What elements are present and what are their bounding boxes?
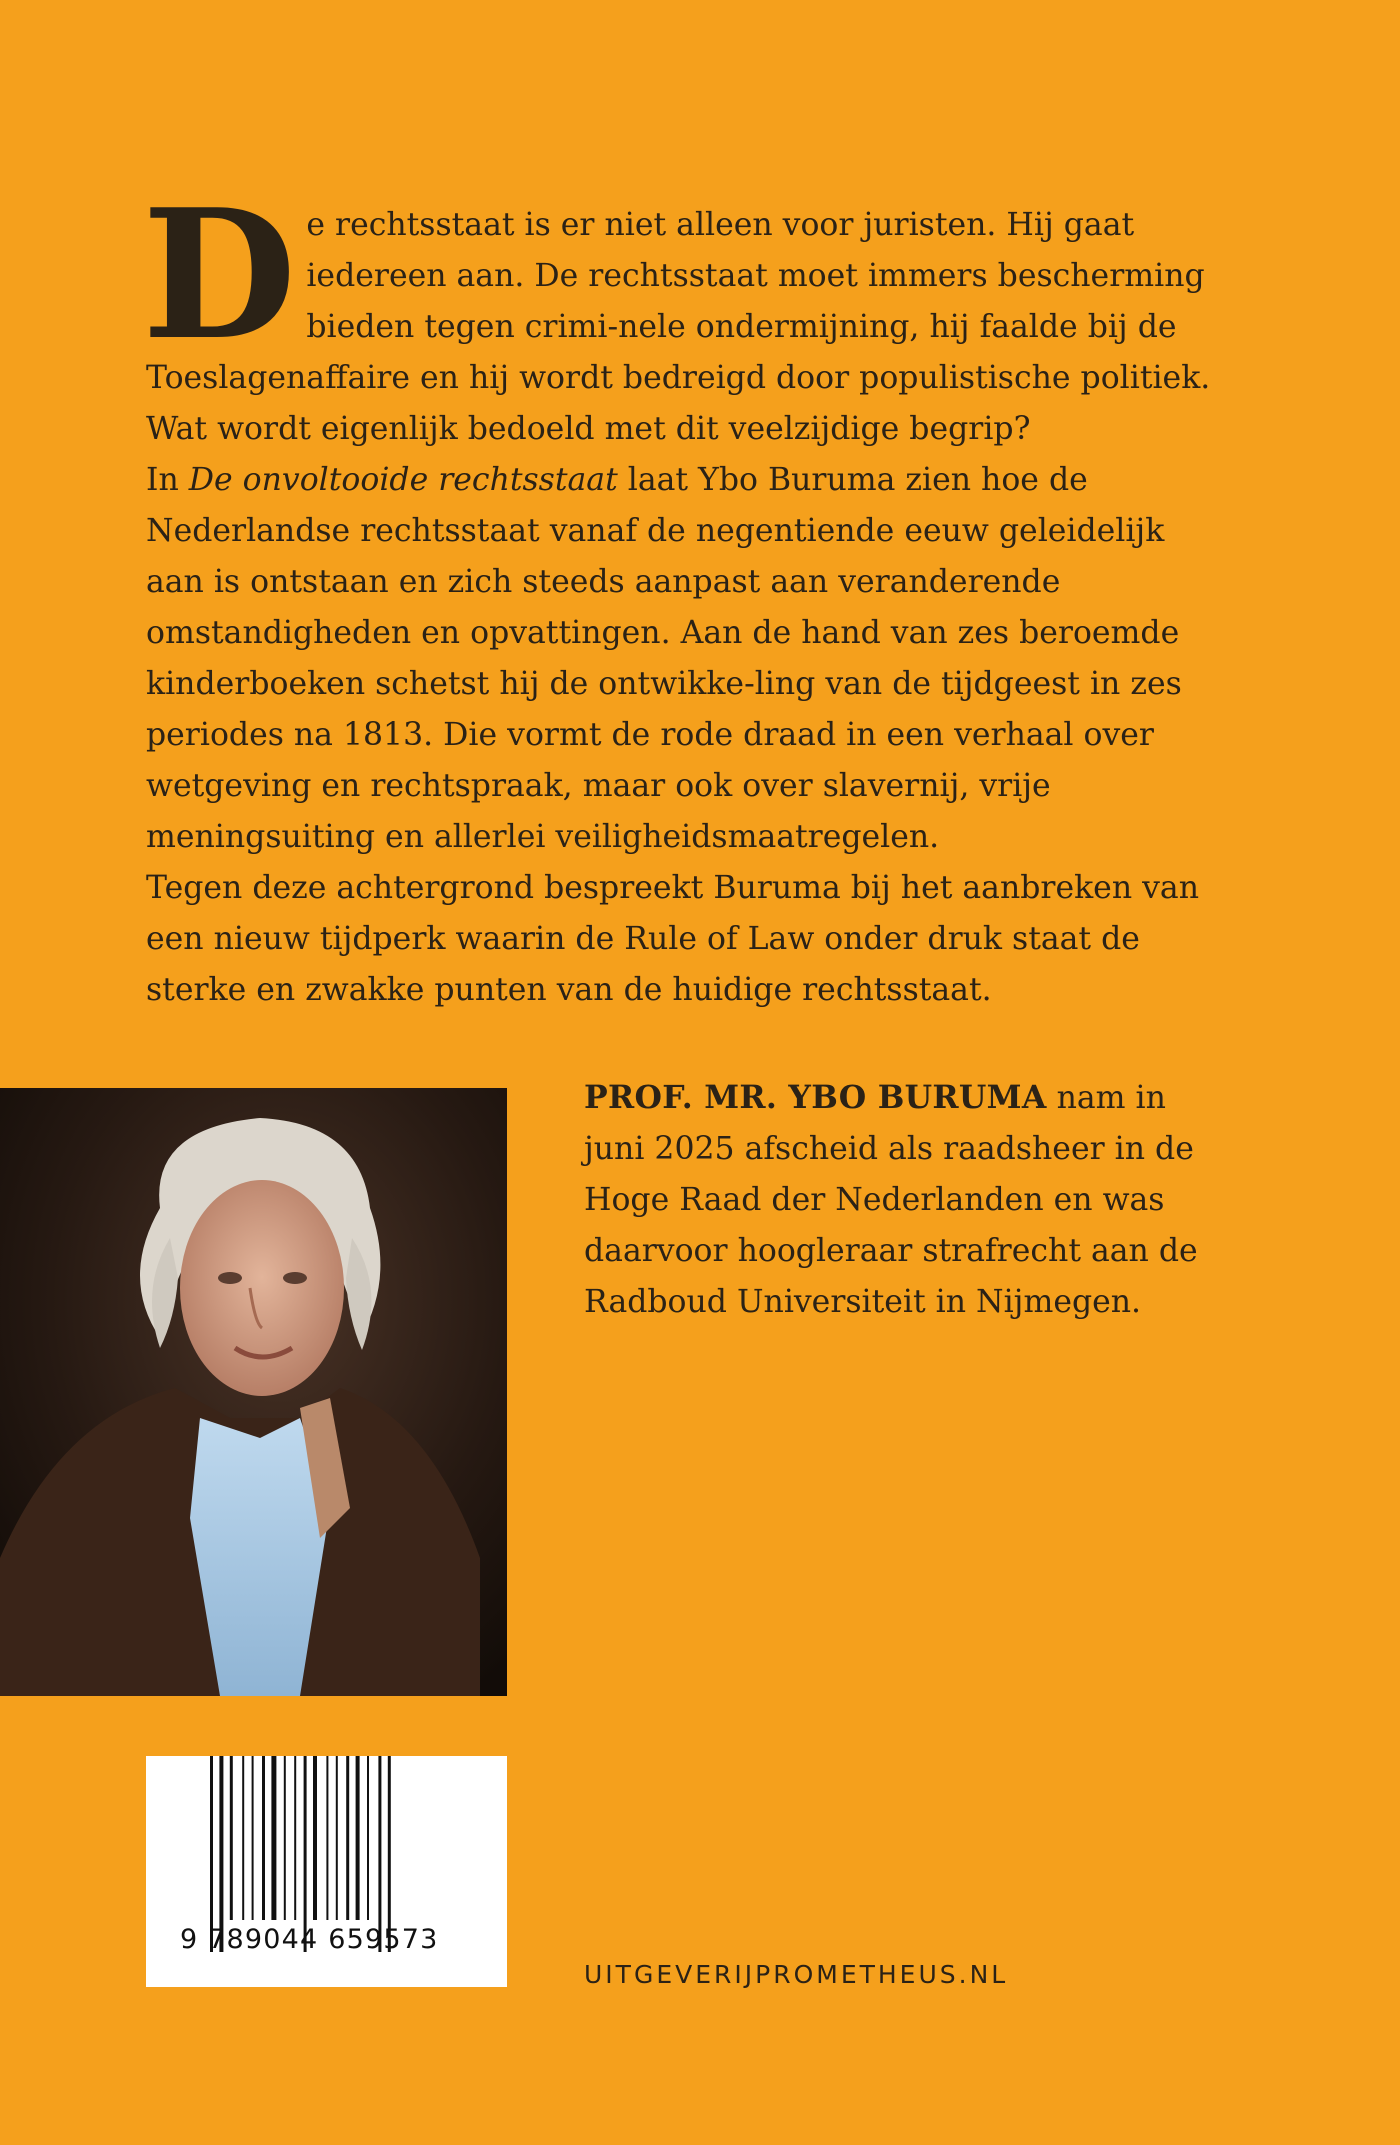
author-bio: [584, 1072, 1224, 1328]
barcode-bar: [346, 1756, 349, 1920]
blurb-paragraph-3: Tegen deze achtergrond bespreekt Buruma bij het aanbreken van een nieuw tijdperk waarin de Rule of Law onder druk staat de sterke en zwakke punten van de huidige rechtsstaat.: [146, 870, 1199, 1008]
blurb-paragraph-1-text: e rechtsstaat is er niet alleen voor juristen. Hij gaat iedereen aan. De rechtsstaat moet immers bescherming bieden tegen crimi-nele ondermijning, hij faalde bij de Toeslagenaffaire en hij wordt bedreigd door populistische politiek. Wat wordt eigenlijk bedoeld met dit veelzijdige begrip?: [146, 207, 1211, 447]
blurb-paragraph-1: [142, 170, 1226, 455]
drop-cap: D: [142, 170, 297, 379]
book-title: De onvoltooide rechtsstaat: [188, 462, 618, 498]
author-name: PROF. MR. YBO BURUMA: [584, 1079, 1047, 1116]
barcode-bar: [336, 1756, 338, 1920]
barcode-bar: [210, 1756, 213, 1952]
barcode-bar: [252, 1756, 254, 1920]
barcode-bar: [356, 1756, 360, 1920]
barcode-bar: [313, 1756, 317, 1920]
publisher-website: UITGEVERIJPROMETHEUS.NL: [584, 1960, 1009, 1989]
back-cover-blurb: [142, 170, 1226, 1016]
barcode-bar: [262, 1756, 265, 1920]
author-photo: [0, 1088, 507, 1696]
blurb-paragraph-2: [146, 455, 1226, 863]
barcode-bar: [242, 1756, 244, 1920]
barcode-bar: [230, 1756, 233, 1920]
blurb-paragraph-2-text: laat Ybo Buruma zien hoe de Nederlandse rechtsstaat vanaf de negentiende eeuw geleidelijk aan is ontstaan en zich steeds aanpast aan veranderende omstandigheden en opvattingen. Aan de hand van zes beroemde kinderboeken schetst hij de ontwikke-ling van de tijdgeest in zes periodes na 1813. Die vormt de rode draad in een verhaal over wetgeving en rechtspraak, maar ook over slavernij, vrije meningsuiting en allerlei veiligheidsmaatregelen.: [146, 462, 1182, 855]
barcode-bar: [388, 1756, 391, 1952]
barcode-bar: [378, 1756, 381, 1952]
isbn-digits: 9 789044 659573: [180, 1924, 439, 1955]
barcode-bar: [326, 1756, 328, 1920]
isbn-barcode: [146, 1756, 507, 1987]
barcode-bar: [304, 1756, 307, 1952]
barcode-bar: [367, 1756, 369, 1920]
barcode-bar: [294, 1756, 296, 1920]
author-portrait-illustration: [0, 1088, 507, 1696]
barcode-bar: [219, 1756, 223, 1952]
blurb-paragraph-2-lead: In: [146, 462, 189, 498]
barcode-bar: [284, 1756, 286, 1920]
author-bio-text: nam in juni 2025 afscheid als raadsheer in de Hoge Raad der Nederlanden en was daarvoor hoogleraar strafrecht aan de Radboud Universiteit in Nijmegen.: [584, 1080, 1198, 1320]
barcode-bar: [271, 1756, 276, 1920]
author-bio-paragraph: [584, 1072, 1224, 1328]
